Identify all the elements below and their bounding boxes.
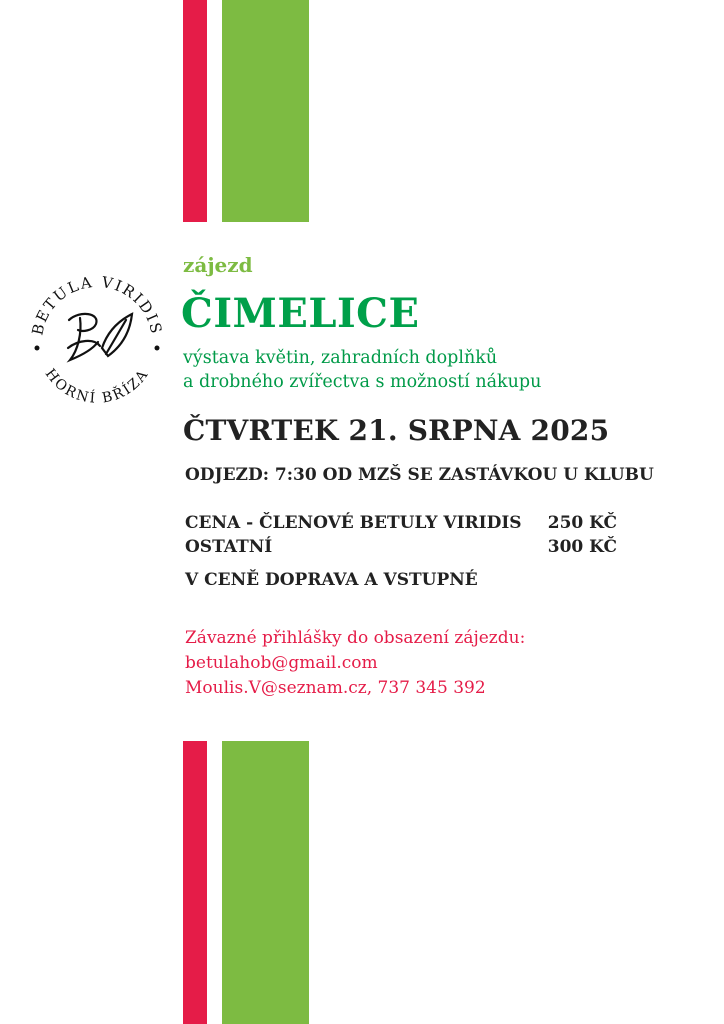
logo-bottom-text: HORNÍ BŘÍZA	[41, 365, 153, 407]
top-green-stripe	[222, 0, 309, 222]
price-label: CENA - ČLENOVÉ BETULY VIRIDIS	[185, 513, 522, 533]
contact-heading: Závazné přihlášky do obsazení zájezdu:	[185, 628, 526, 648]
event-date: ČTVRTEK 21. SRPNA 2025	[183, 414, 610, 447]
logo-top-text: BETULA VIRIDIS	[28, 272, 166, 337]
top-red-stripe	[183, 0, 207, 222]
contact-info	[185, 626, 525, 701]
bottom-red-stripe	[183, 741, 207, 1024]
price-value: 300 KČ	[547, 537, 617, 557]
logo-leaf-icon	[68, 314, 132, 360]
contact-email-phone: Moulis.V@seznam.cz, 737 345 392	[185, 678, 486, 698]
bottom-green-stripe	[222, 741, 309, 1024]
price-list	[185, 511, 617, 559]
svg-text:HORNÍ BŘÍZA	[42, 366, 153, 407]
betula-viridis-logo	[22, 258, 172, 408]
price-row	[185, 535, 617, 559]
event-title: ČIMELICE	[181, 290, 420, 337]
price-label: OSTATNÍ	[185, 537, 273, 557]
price-row	[185, 511, 617, 535]
logo-dot-left	[35, 346, 40, 351]
event-subtitle	[183, 346, 541, 394]
price-includes-note: V CENĚ DOPRAVA A VSTUPNÉ	[185, 570, 478, 590]
subtitle-line: a drobného zvířectva s možností nákupu	[183, 372, 542, 392]
event-type-label: zájezd	[183, 253, 253, 277]
departure-info: ODJEZD: 7:30 OD MZŠ SE ZASTÁVKOU U KLUBU	[185, 465, 654, 485]
subtitle-line: výstava květin, zahradních doplňků	[183, 348, 498, 368]
price-value: 250 KČ	[547, 513, 617, 533]
contact-email: betulahob@gmail.com	[185, 653, 378, 673]
logo-dot-right	[155, 346, 160, 351]
svg-text:BETULA VIRIDIS	[28, 273, 165, 337]
